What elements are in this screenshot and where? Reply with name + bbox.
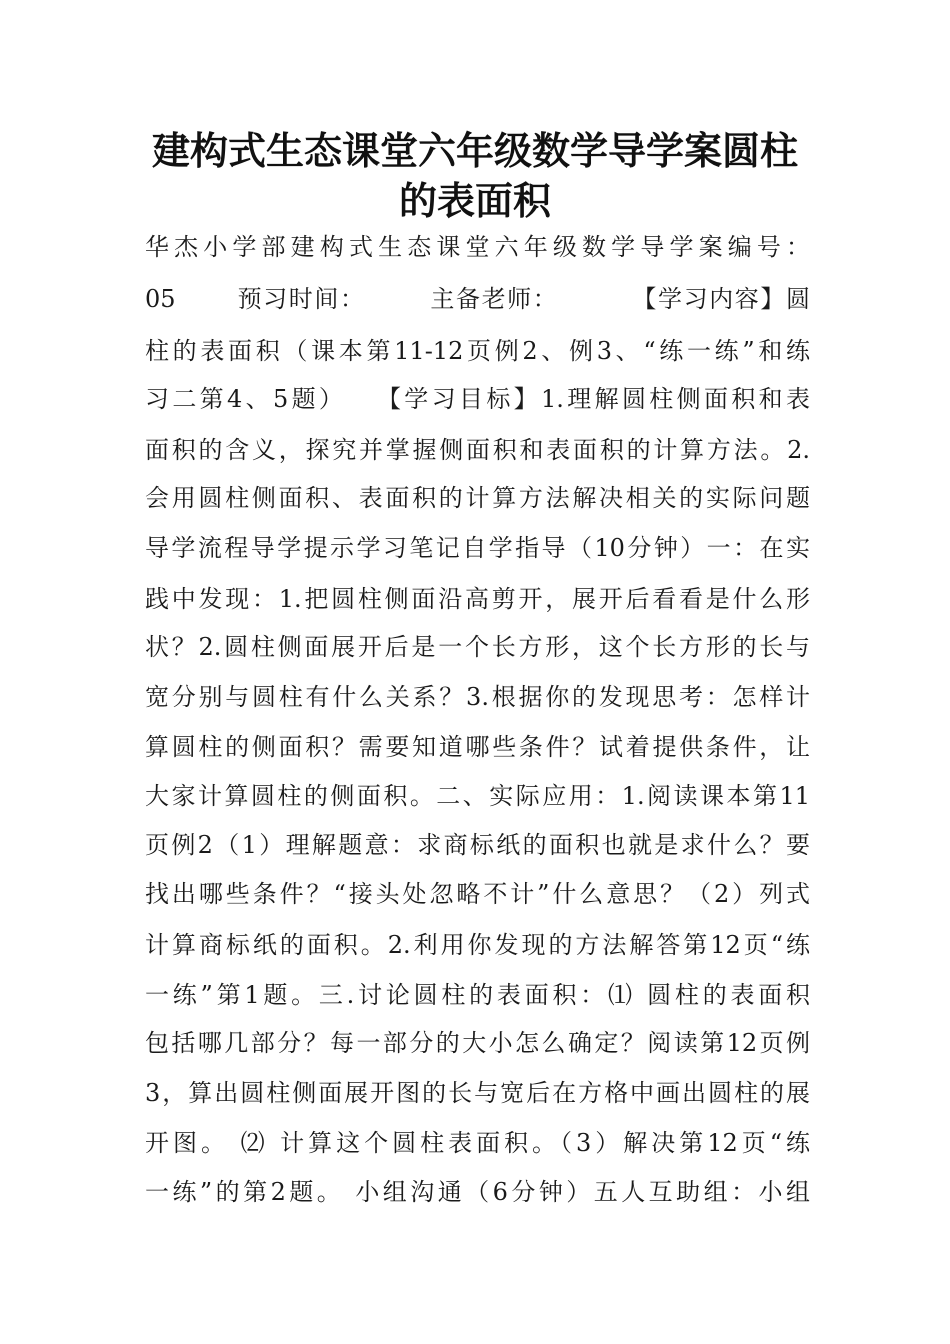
body-line-5: 面积的含义，探究并掌握侧面积和表面积的计算方法。2. <box>145 436 810 464</box>
body-line-11: 算圆柱的侧面积？需要知道哪些条件？试着提供条件，让 <box>145 733 810 761</box>
body-line-2: 05 预习时间： 主备老师： 【学习内容】圆 <box>145 285 810 313</box>
body-line-6: 会用圆柱侧面积、表面积的计算方法解决相关的实际问题 <box>145 484 810 512</box>
body-line-4: 习二第4、5题） 【学习目标】1.理解圆柱侧面积和表 <box>145 385 810 413</box>
body-line-14: 找出哪些条件？“接头处忽略不计”什么意思？（2）列式 <box>145 880 810 908</box>
body-line-16: 一练”第1题。三.讨论圆柱的表面积：⑴ 圆柱的表面积 <box>145 981 810 1009</box>
body-line-18: 3，算出圆柱侧面展开图的长与宽后在方格中画出圆柱的展 <box>145 1079 810 1107</box>
body-line-7: 导学流程导学提示学习笔记自学指导（10分钟）一：在实 <box>145 534 810 562</box>
body-line-19: 开图。 ⑵ 计算这个圆柱表面积。（3）解决第12页“练 <box>145 1129 810 1157</box>
body-line-10: 宽分别与圆柱有什么关系？3.根据你的发现思考：怎样计 <box>145 683 810 711</box>
body-line-8: 践中发现：1.把圆柱侧面沿高剪开，展开后看看是什么形 <box>145 585 810 613</box>
body-line-3: 柱的表面积（课本第11-12页例2、例3、“练一练”和练 <box>145 337 810 365</box>
body-line-13: 页例2（1）理解题意：求商标纸的面积也就是求什么？要 <box>145 831 810 859</box>
body-line-15: 计算商标纸的面积。2.利用你发现的方法解答第12页“练 <box>145 931 810 959</box>
document-title <box>130 126 820 226</box>
body-line-9: 状？2.圆柱侧面展开后是一个长方形，这个长方形的长与 <box>145 633 810 661</box>
title-line-1: 建构式生态课堂六年级数学导学案圆柱 <box>151 129 798 173</box>
body-line-1: 华杰小学部建构式生态课堂六年级数学导学案编号： <box>145 233 810 261</box>
title-line-2: 的表面积 <box>398 179 551 223</box>
body-line-12: 大家计算圆柱的侧面积。二、实际应用：1.阅读课本第11 <box>145 782 810 810</box>
body-line-20: 一练”的第2题。 小组沟通（6分钟）五人互助组：小组 <box>145 1178 810 1206</box>
body-line-17: 包括哪几部分？每一部分的大小怎么确定？阅读第12页例 <box>145 1029 810 1057</box>
